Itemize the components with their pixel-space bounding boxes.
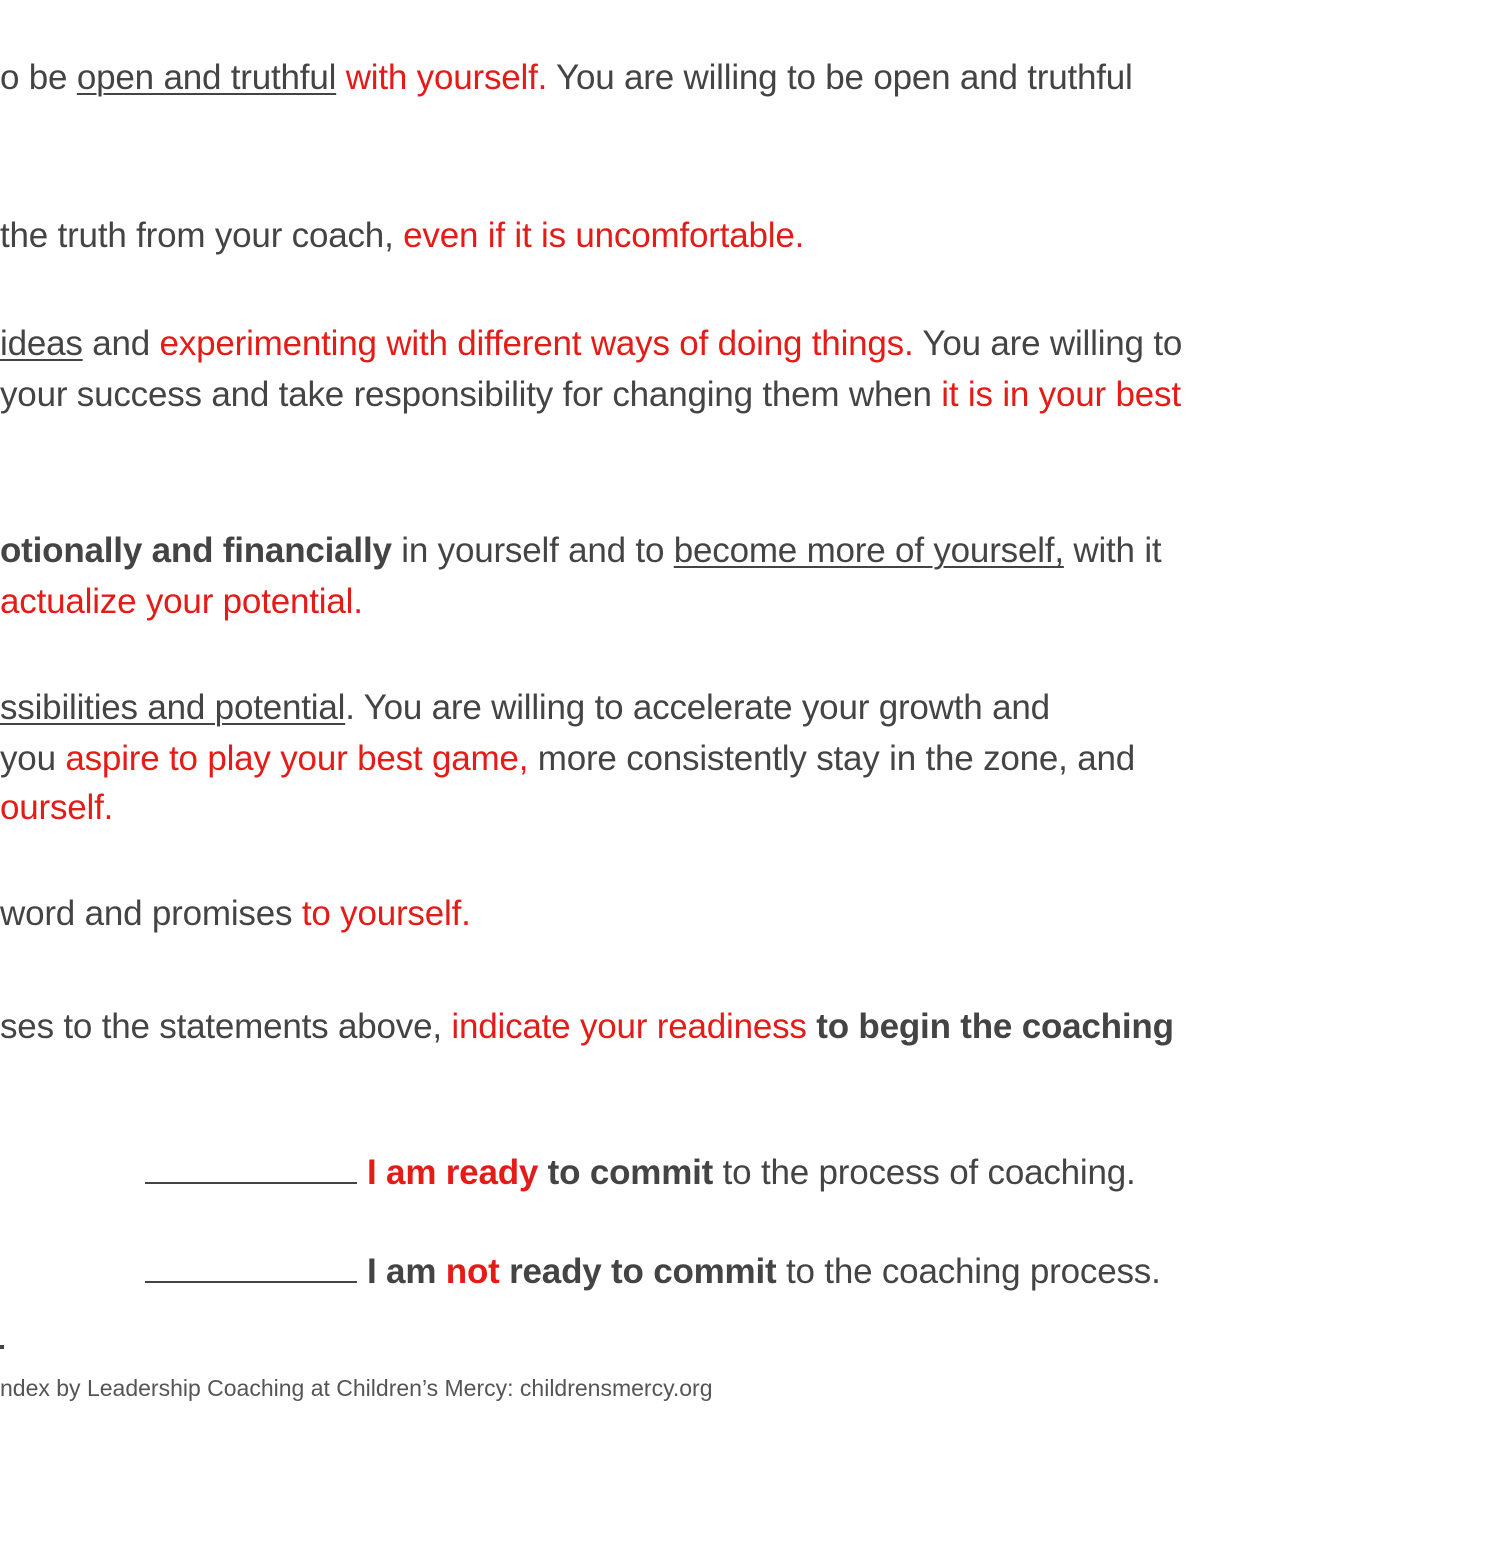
- highlighted-text: even if it is uncomfortable.: [403, 216, 805, 255]
- highlighted-text: aspire to play your best game,: [65, 739, 529, 778]
- highlighted-text: to yourself.: [301, 894, 471, 933]
- text-segment: ses to the statements above,: [0, 1007, 452, 1046]
- text-segment: your success and take responsibility for changing them when: [0, 375, 942, 414]
- paragraph-experimenting-line-2: [0, 373, 1181, 417]
- highlighted-text: it is in your best: [941, 375, 1181, 414]
- bold-text: ready to commit: [499, 1252, 777, 1291]
- text-segment: o be: [0, 58, 77, 97]
- paragraph-experimenting-line-1: [0, 322, 1182, 366]
- paragraph-readiness-line-1: [0, 1005, 1174, 1049]
- bold-text: to commit: [538, 1153, 714, 1192]
- footer-credit: ndex by Leadership Coaching at Children’s Mercy: childrensmercy.org: [0, 1375, 713, 1401]
- text-segment: word and promises: [0, 894, 302, 933]
- signature-blank-line[interactable]: [145, 1152, 357, 1184]
- highlighted-text: indicate your readiness: [451, 1007, 807, 1046]
- paragraph-invest-line-2: [0, 580, 363, 624]
- highlighted-text: actualize your potential.: [0, 582, 363, 621]
- text-segment: you: [0, 739, 66, 778]
- signature-blank-line[interactable]: [145, 1251, 357, 1283]
- underlined-text: become more of yourself,: [673, 531, 1064, 570]
- paragraph-promises-line-1: [0, 892, 471, 936]
- text-segment: the truth from your coach,: [0, 216, 404, 255]
- bold-text: otionally and financially: [0, 531, 392, 570]
- text-segment: . You are willing to accelerate your growth and: [345, 688, 1050, 727]
- text-segment: to the process of coaching.: [713, 1153, 1136, 1192]
- choice-ready-to-commit: [145, 1151, 1136, 1195]
- paragraph-possibilities-line-1: [0, 686, 1050, 730]
- text-segment: You are willing to be open and truthful: [547, 58, 1133, 97]
- paragraph-open-truthful-line-1: [0, 56, 1133, 100]
- highlighted-text: with yourself.: [336, 58, 548, 97]
- text-segment: You are willing to: [913, 324, 1183, 363]
- paragraph-possibilities-line-3: [0, 786, 113, 830]
- bold-text: to begin the coaching: [806, 1007, 1174, 1046]
- text-segment: to the coaching process.: [776, 1252, 1161, 1291]
- text-segment: more consistently stay in the zone, and: [528, 739, 1136, 778]
- text-segment: and: [82, 324, 160, 363]
- paragraph-invest-line-1: [0, 529, 1161, 573]
- highlighted-bold-text: I am ready: [367, 1153, 539, 1192]
- paragraph-truth-coach-line-1: [0, 214, 804, 258]
- stray-dot: [0, 1345, 4, 1349]
- highlighted-bold-text: not: [445, 1252, 500, 1291]
- paragraph-possibilities-line-2: [0, 737, 1135, 781]
- underlined-text: open and truthful: [76, 58, 337, 97]
- text-segment: with it: [1063, 531, 1162, 570]
- choice-not-ready-to-commit: [145, 1250, 1161, 1294]
- underlined-text: ideas: [0, 324, 83, 363]
- underlined-text: ssibilities and potential: [0, 688, 346, 727]
- highlighted-text: ourself.: [0, 788, 114, 827]
- text-segment: in yourself and to: [391, 531, 674, 570]
- bold-text: I am: [367, 1252, 446, 1291]
- highlighted-text: experimenting with different ways of doing things.: [159, 324, 914, 363]
